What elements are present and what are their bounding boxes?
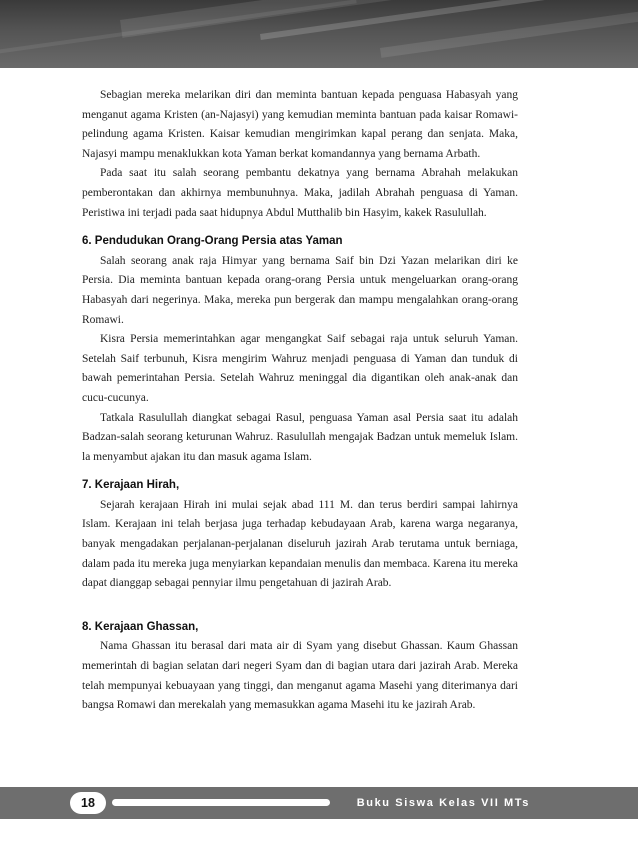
section-heading: 8. Kerajaan Ghassan, <box>82 620 199 633</box>
footer-decorative-bar <box>112 799 330 806</box>
body-paragraph: Sejarah kerajaan Hirah ini mulai sejak abad 111 M. dan terus berdiri sampai lahirnya Islam. Kerajaan ini telah berjasa juga terhadap kebudayaan Arab, karena warga negaranya, banyak mengadakan perjalanan-perjalanan diseluruh jazirah Arab terutama untuk berniaga, dalam pada itu mereka juga menyiarkan kepandaian menulis dan membaca. Karena itu mereka dapat dianggap sebagai pennyiar ilmu pengetahuan di jazirah Arab. <box>82 498 518 590</box>
body-paragraph: Pada saat itu salah seorang pembantu dekatnya yang bernama Abrahah melakukan pemberontakan dan akhirnya membunuhnya. Maka, jadilah Abrahah penguasa di Yaman. Peristiwa ini terjadi pada saat hidupnya Abdul Mutthalib bin Hasyim, kakek Rasulullah. <box>82 167 518 219</box>
section-heading: 6. Pendudukan Orang-Orang Persia atas Yaman <box>82 235 343 248</box>
book-title: Buku Siswa Kelas VII MTs <box>356 797 530 809</box>
body-paragraph: Nama Ghassan itu berasal dari mata air di Syam yang disebut Ghassan. Kaum Ghassan memerintah di bagian selatan dari negeri Syam dan di bagian utara dari jazirah Arab. Mereka telah mempunyai kebuayaan yang tinggi, dan menganut agama Masehi yang diterimanya dari bangsa Romawi dan merekalah yang memasukkan agama Masehi itu ke jazirah Arab. <box>82 640 518 712</box>
page-number: 18 <box>70 792 106 814</box>
body-paragraph: Tatkala Rasulullah diangkat sebagai Rasul, penguasa Yaman asal Persia saat itu adalah Badzan-salah seorang keturunan Wahruz. Rasulullah mengajak Badzan untuk memeluk Islam. la menyambut ajakan itu dan masuk agama Islam. <box>82 411 518 463</box>
header-streak <box>380 0 638 58</box>
header-band <box>0 0 638 68</box>
body-paragraph: Kisra Persia memerintahkan agar mengangkat Saif sebagai raja untuk seluruh Yaman. Setelah Saif terbunuh, Kisra mengirim Wahruz menjadi penguasa di Yaman dan tunduk di bawah pemerintahan Persia. Setelah Wahruz meninggal dia digantikan oleh anak-anak dan cucu-cucunya. <box>82 333 518 404</box>
page-body <box>82 86 518 716</box>
section-heading: 7. Kerajaan Hirah, <box>82 479 180 492</box>
body-paragraph: Salah seorang anak raja Himyar yang bernama Saif bin Dzi Yazan melarikan diri ke Persia. Dia meminta bantuan kepada orang-orang Persia untuk mengeluarkan orang-orang Habasyah dari negerinya. Maka, mereka pun bergerak dan mampu mengalahkan orang-orang Romawi. <box>82 254 518 326</box>
body-paragraph: Sebagian mereka melarikan diri dan meminta bantuan kepada penguasa Habasyah yang menganut agama Kristen (an-Najasyi) yang kemudian meminta bantuan pada kaisar Romawi-pelindung agama Kristen. Kaisar kemudian mengirimkan kapal perang dan senjata. Maka, Najasyi mampu menaklukkan kota Yaman berkat komandannya yang bernama Arbath. <box>82 89 518 160</box>
